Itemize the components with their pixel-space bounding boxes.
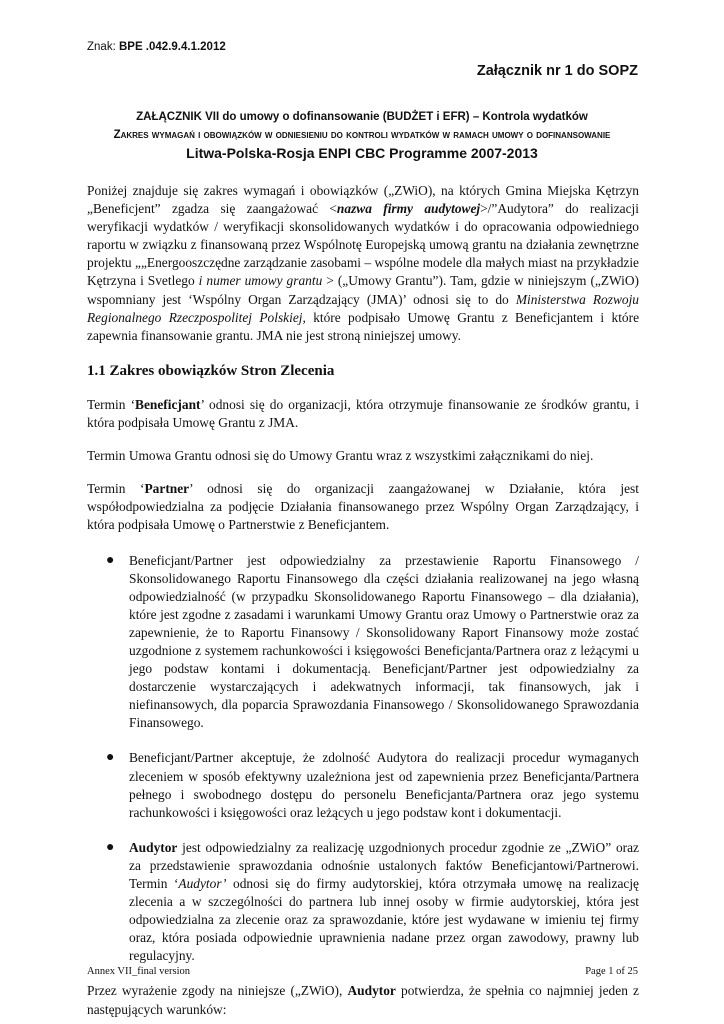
intro-paragraph: Poniżej znajduje się zakres wymagań i obowiązków („ZWiO), na których Gmina Miejska Kętrzyn „Beneficjent” zgadza się zaangażować <nazwa firmy audytowej>/”Audytora” do realizacji weryfikacji wydatków / weryfikacji skonsolidowanych wydatków i do opracowania odpowiedniego raportu w związku z finansowaną przez Wspólnotę Europejską umową grantu na działania zewnętrzne projektu „„Energooszczędne zarządzanie zasobami – wspólne modele dla małych miast na przykładzie Kętrzyna i Svetlego i numer umowy grantu > („Umowy Grantu”). Tam, gdzie w niniejszym („ZWiO) wspomniany jest ‘Wspólny Organ Zarządzający (JMA)’ odnosi się to do Ministerstwa Rozwoju Regionalnego Rzeczpospolitej Polskiej, które podpisało Umowę Grantu z Beneficjantem i które zapewnia finansowanie grantu. JMA nie jest stroną niniejszej umowy.: [87, 183, 640, 343]
document-body: [87, 182, 639, 1019]
term-audytor: Audytor: [129, 839, 178, 855]
grant-number-placeholder: i numer umowy grantu: [198, 273, 323, 289]
footer-version: Annex VII_final version: [87, 966, 191, 977]
definition-partner: Termin ‘Partner’ odnosi się do organizacji zaangażowanej w Działanie, która jest współodpowiedzialna za podjęcie Działania finansowanego przez Wspólny Organ Zarządzający, i która podpisała Umowę o Partnerstwie z Beneficjantem.: [87, 481, 639, 533]
section-heading: 1.1 Zakres obowiązków Stron Zlecenia: [87, 362, 335, 379]
bullet-icon: ●: [106, 750, 115, 766]
reference-number: BPE .042.9.4.1.2012: [118, 41, 226, 53]
attachment-number: Załącznik nr 1 do SOPZ: [476, 63, 638, 79]
footer-page-number: Page 1 of 25: [585, 966, 638, 977]
closing-paragraph: Przez wyrażenie zgody na niniejsze („ZWiO), Audytor potwierdza, że spełnia co najmniej jeden z następujących warunków:: [87, 983, 639, 1017]
firm-placeholder: nazwa firmy audytowej: [336, 201, 481, 217]
list-item: ● Beneficjant/Partner jest odpowiedzialny za przestawienie Raportu Finansowego / Skonsolidowanego Raportu Finansowego dla części działania realizowanej na jego własną odpowiedzialność (w przypadku Skonsolidowanego Raportu Finansowego – dla działania), które jest zgodne z zasadami i warunkami Umowy Grantu oraz Umowy o Partnerstwie oraz za zapewnienie, że to Raportu Finansowy / Skonsolidowany Raport Finansowy może zostać uzgodnione z systemem rachunkowości i księgowości Beneficjanta/Partnera oraz z leżącymi u jego podstaw kontami i dokumentacją. Beneficjant/Partner jest odpowiedzialny za dostarczenie wystarczających i adekwatnych informacji, tak finansowych, jak i niefinansowych, dla poparcia Sprawozdania Finansowego / Skonsolidowanego Sprawozdania Finansowego.: [106, 552, 639, 731]
definition-umowa-grantu: Termin Umowa Grantu odnosi się do Umowy Grantu wraz z wszystkimi załącznikami do niej.: [87, 448, 594, 464]
responsibilities-list: [87, 552, 639, 966]
term-audytor-closing: Audytor: [347, 983, 396, 999]
term-partner: Partner: [144, 481, 190, 497]
definition-beneficjant: Termin ‘Beneficjant’ odnosi się do organizacji, która otrzymuje finansowanie ze środków grantu, i która podpisała Umowę Grantu z JMA.: [87, 396, 639, 431]
bullet-icon: ●: [106, 839, 115, 855]
reference-label: Znak:: [87, 41, 116, 53]
bullet-icon: ●: [106, 552, 115, 568]
title-programme: Litwa-Polska-Rosja ENPI CBC Programme 2007-2013: [186, 145, 538, 161]
title-annex: ZAŁĄCZNIK VII do umowy o dofinansowanie (BUDŻET i EFR) – Kontrola wydatków: [136, 111, 588, 123]
document-title-block: [87, 110, 637, 162]
ministry-name: Ministerstwa Rozwoju Regionalnego Rzeczpospolitej Polskiej,: [87, 291, 639, 325]
document-reference: [87, 41, 226, 53]
title-scope: Zakres wymagań i obowiązków w odniesieniu do kontroli wydatków w ramach umowy o dofinansowanie: [113, 129, 611, 141]
term-beneficjant: Beneficjant: [135, 396, 201, 412]
list-item: ● Beneficjant/Partner akceptuje, że zdolność Audytora do realizacji procedur wymaganych zleceniem w sposób efektywny uzależniona jest od zapewnienia przez Beneficjanta/Partnera pełnego i swobodnego dostępu do personelu Beneficjanta/Partnera oraz jego systemu rachunkowości i księgowości oraz leżących u jego podstaw kont i dokumentacji.: [106, 750, 639, 820]
list-item: ● Audytor jest odpowiedzialny za realizację uzgodnionych procedur zgodnie ze „ZWiO” oraz za przedstawienie sprawozdania odnośnie ustalonych faktów Beneficjantowi/Partnerowi. Termin ‘Audytor’ odnosi się do firmy audytorskiej, która otrzymała umowę na realizację zlecenia a w szczególności do partnera lub innej osoby w firmie audytorskiej, która jest odpowiedzialna za zlecenie oraz za sprawozdanie, które jest wydawane w imieniu tej firmy oraz, która posiada odpowiednie uprawnienia nadane przez organ zawodowy, prawny lub regulacyjny.: [106, 839, 639, 964]
